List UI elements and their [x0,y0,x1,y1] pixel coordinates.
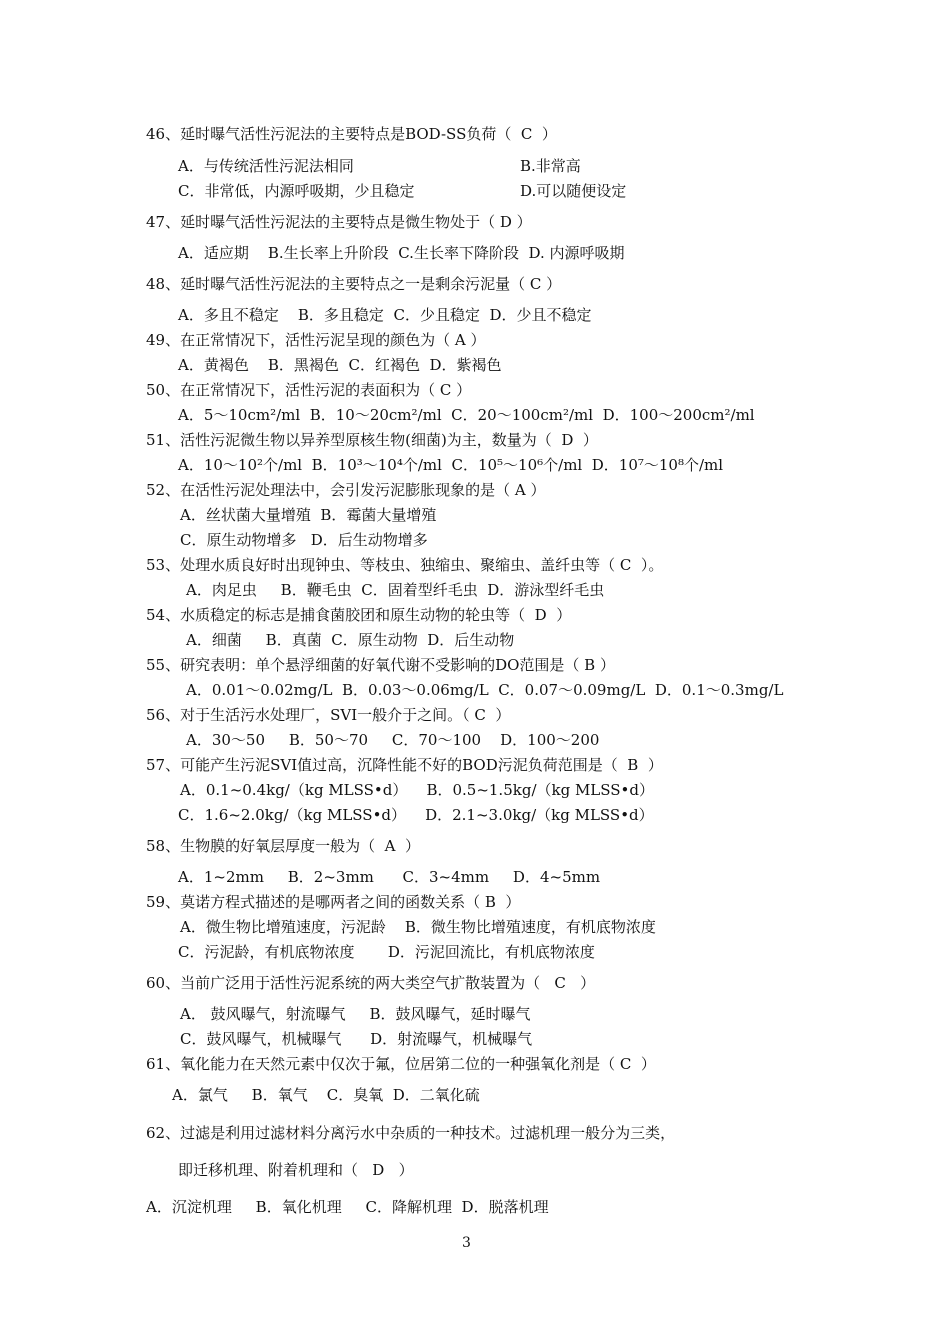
options-48: A．多且不稳定 B．多且稳定 C．少且稳定 D．少且不稳定 [178,306,592,324]
question-62-line1: 62、过滤是利用过滤材料分离污水中杂质的一种技术。过滤机理一般分为三类， [146,1124,676,1142]
options-51: A．10～10²个/ml B．10³～10⁴个/ml C．10⁵～10⁶个/ml D．10⁷～10⁸个/ml [178,456,724,474]
options-55: A．0.01～0.02mg/L B．0.03～0.06mg/L C．0.07～0.09mg/L D．0.1～0.3mg/L [186,681,784,699]
question-51: 51、活性污泥微生物以异养型原核生物(细菌)为主，数量为（ D ） [146,431,598,449]
question-55: 55、研究表明：单个悬浮细菌的好氧代谢不受影响的DO范围是（ B ） [146,656,615,674]
option-46-d: D.可以随便设定 [520,182,627,200]
options-59-cd: C．污泥龄，有机底物浓度 D．污泥回流比，有机底物浓度 [178,943,595,961]
options-61: A．氯气 B．氧气 C．臭氧 D．二氧化硫 [172,1086,480,1104]
options-62: A．沉淀机理 B．氧化机理 C．降解机理 D．脱落机理 [146,1198,549,1216]
question-50: 50、在正常情况下，活性污泥的表面积为（ C ） [146,381,472,399]
options-52-cd: C．原生动物增多 D．后生动物增多 [180,531,428,549]
question-62-line2: 即迁移机理、附着机理和（ D ） [178,1161,414,1179]
question-46: 46、延时曝气活性污泥法的主要特点是BOD-SS负荷（ C ） [146,125,557,143]
options-60-ab: A． 鼓风曝气，射流曝气 B．鼓风曝气，延时曝气 [180,1005,531,1023]
question-54: 54、水质稳定的标志是捕食菌胶团和原生动物的轮虫等（ D ） [146,606,572,624]
page-number: 3 [462,1235,471,1251]
question-57: 57、可能产生污泥SVI值过高，沉降性能不好的BOD污泥负荷范围是（ B ） [146,756,663,774]
option-46-a: A．与传统活性污泥法相同 [178,157,354,175]
options-60-cd: C．鼓风曝气，机械曝气 D．射流曝气，机械曝气 [180,1030,533,1048]
options-56: A．30～50 B．50～70 C．70～100 D．100～200 [186,731,600,749]
options-59-ab: A．微生物比增殖速度，污泥龄 B．微生物比增殖速度，有机底物浓度 [180,918,656,936]
option-46-b: B.非常高 [520,157,581,175]
options-57-ab: A．0.1~0.4kg/（kg MLSS•d） B．0.5~1.5kg/（kg MLSS•d） [180,781,655,799]
question-48: 48、延时曝气活性污泥法的主要特点之一是剩余污泥量（ C ） [146,275,562,293]
options-49: A．黄褐色 B．黑褐色 C．红褐色 D．紫褐色 [178,356,502,374]
options-50: A．5～10cm²/ml B．10～20cm²/ml C．20～100cm²/ml D．100～200cm²/ml [178,406,755,424]
options-54: A．细菌 B．真菌 C．原生动物 D．后生动物 [186,631,515,649]
question-60: 60、当前广泛用于活性污泥系统的两大类空气扩散装置为（ C ） [146,974,596,992]
question-56: 56、对于生活污水处理厂，SVI一般介于之间。（ C ） [146,706,511,724]
question-53: 53、处理水质良好时出现钟虫、等枝虫、独缩虫、聚缩虫、盖纤虫等（ C ）。 [146,556,664,574]
options-47: A．适应期 B.生长率上升阶段 C.生长率下降阶段 D. 内源呼吸期 [178,244,625,262]
question-59: 59、莫诺方程式描述的是哪两者之间的函数关系（ B ） [146,893,521,911]
options-58: A．1~2mm B．2~3mm C．3~4mm D．4~5mm [178,868,601,886]
options-57-cd: C．1.6~2.0kg/（kg MLSS•d） D．2.1~3.0kg/（kg MLSS•d） [178,806,654,824]
question-61: 61、氧化能力在天然元素中仅次于氟，位居第二位的一种强氧化剂是（ C ） [146,1055,656,1073]
question-52: 52、在活性污泥处理法中，会引发污泥膨胀现象的是（ A ） [146,481,546,499]
question-47: 47、延时曝气活性污泥法的主要特点是微生物处于（ D ） [146,213,532,231]
option-46-c: C．非常低，内源呼吸期，少且稳定 [178,182,415,200]
question-58: 58、生物膜的好氧层厚度一般为（ A ） [146,837,420,855]
question-49: 49、在正常情况下，活性污泥呈现的颜色为（ A ） [146,331,486,349]
options-52-ab: A．丝状菌大量增殖 B．霉菌大量增殖 [180,506,437,524]
options-53: A．肉足虫 B．鞭毛虫 C．固着型纤毛虫 D．游泳型纤毛虫 [186,581,605,599]
